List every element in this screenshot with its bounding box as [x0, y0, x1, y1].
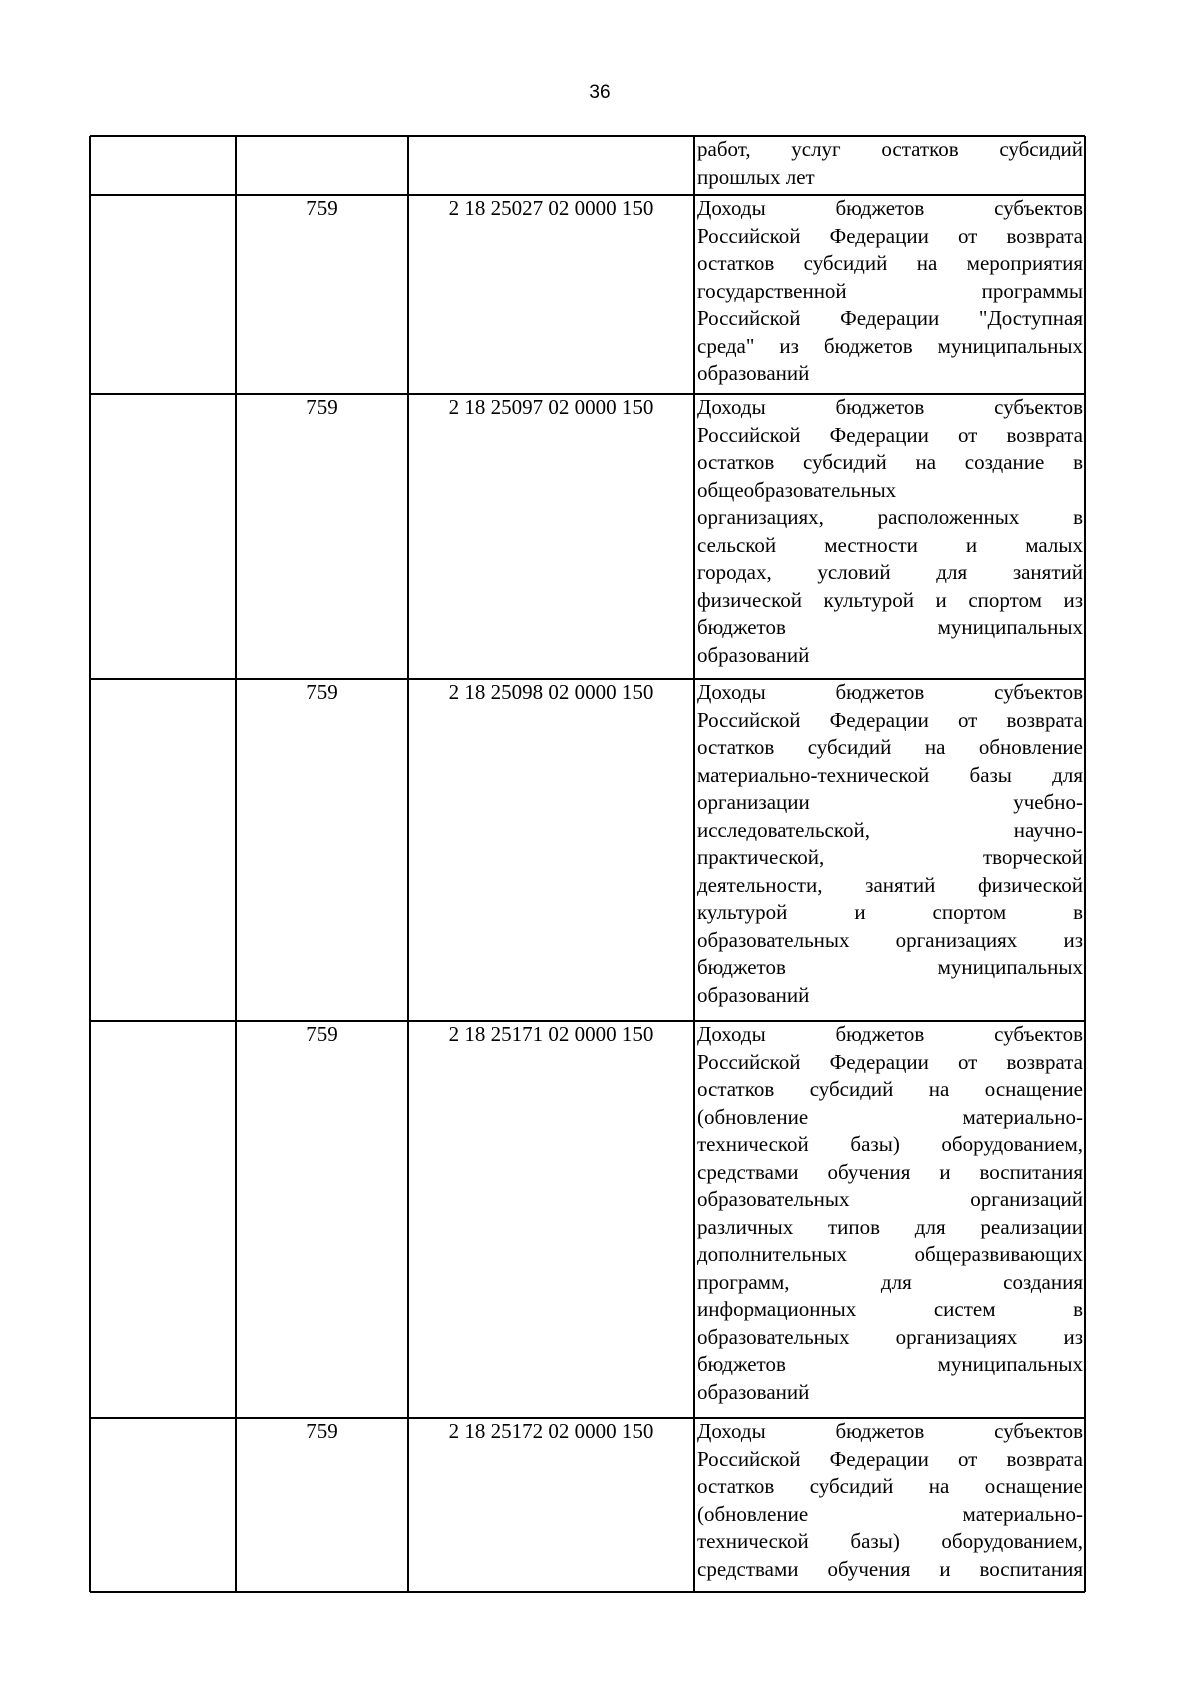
description-line: образовательных организаций: [697, 1187, 1083, 1211]
description-line: средствами обучения и воспитания: [697, 1556, 1083, 1581]
description-line: бюджетов муниципальных: [697, 955, 1083, 979]
description-line: Российской Федерации от возврата: [697, 707, 1083, 732]
description-line: остатков субсидий на создание в: [697, 450, 1083, 474]
kbk-code-cell: 2 18 25097 02 0000 150: [448, 395, 654, 419]
description-line: Доходы бюджетов субъектов: [697, 1022, 1083, 1046]
description-line: Российской Федерации от возврата: [697, 223, 1083, 248]
description-line: остатков субсидий на мероприятия: [697, 251, 1083, 275]
description-line: общеобразовательных: [697, 477, 897, 502]
description-line: программ, для создания: [697, 1269, 1083, 1294]
description-line: Доходы бюджетов субъектов: [697, 680, 1083, 704]
description-line: технической базы) оборудованием,: [697, 1132, 1083, 1156]
description-line: остатков субсидий на оснащение: [697, 1077, 1083, 1101]
description-line: дополнительных общеразвивающих: [697, 1242, 1083, 1266]
kbk-code-cell: 2 18 25098 02 0000 150: [448, 680, 654, 704]
description-line: Российской Федерации от возврата: [697, 1049, 1083, 1074]
description-line: бюджетов муниципальных: [697, 1352, 1083, 1376]
description-line: образовательных организациях из: [697, 1324, 1083, 1349]
description-line: деятельности, занятий физической: [697, 872, 1083, 897]
admin-code-cell: 759: [306, 395, 338, 419]
description-line: средствами обучения и воспитания: [697, 1159, 1083, 1184]
description-line: практической, творческой: [697, 845, 1083, 869]
description-line: работ, услуг остатков субсидий: [697, 137, 1083, 161]
description-cell: [697, 679, 1083, 1009]
description-line: образовательных организациях из: [697, 927, 1083, 952]
description-line: остатков субсидий на оснащение: [697, 1474, 1083, 1498]
description-line: культурой и спортом в: [697, 900, 1083, 924]
description-line: прошлых лет: [697, 164, 815, 189]
description-line: Российской Федерации от возврата: [697, 1446, 1083, 1471]
description-line: государственной программы: [697, 278, 1083, 303]
description-line: (обновление материально-: [697, 1501, 1083, 1526]
description-line: физической культурой и спортом из: [697, 587, 1083, 612]
description-line: образований: [697, 642, 810, 667]
description-line: технической базы) оборудованием,: [697, 1529, 1083, 1553]
description-line: информационных систем в: [697, 1297, 1083, 1321]
description-line: остатков субсидий на обновление: [697, 735, 1083, 759]
admin-code-cell: 759: [306, 196, 338, 220]
description-line: образований: [697, 361, 810, 385]
kbk-code-cell: 2 18 25171 02 0000 150: [448, 1022, 654, 1046]
page-number: 36: [589, 82, 611, 103]
description-line: образований: [697, 982, 810, 1007]
description-line: исследовательской, научно-: [697, 817, 1083, 842]
description-cell: [697, 1418, 1083, 1583]
description-line: Доходы бюджетов субъектов: [697, 196, 1083, 220]
description-line: Доходы бюджетов субъектов: [697, 1419, 1083, 1443]
description-cell: [697, 1021, 1083, 1406]
description-line: городах, условий для занятий: [697, 560, 1083, 584]
description-line: организации учебно-: [697, 790, 1083, 814]
admin-code-cell: 759: [306, 680, 338, 704]
description-cell: [697, 394, 1083, 669]
description-line: Российской Федерации от возврата: [697, 422, 1083, 447]
description-line: сельской местности и малых: [697, 532, 1083, 557]
description-cell: [697, 195, 1083, 388]
admin-code-cell: 759: [306, 1022, 338, 1046]
description-line: среда" из бюджетов муниципальных: [697, 333, 1083, 358]
description-line: Доходы бюджетов субъектов: [697, 395, 1083, 419]
description-line: бюджетов муниципальных: [697, 615, 1083, 639]
description-line: организациях, расположенных в: [697, 505, 1083, 529]
kbk-code-cell: 2 18 25172 02 0000 150: [448, 1419, 654, 1443]
description-line: образований: [697, 1379, 810, 1404]
kbk-code-cell: 2 18 25027 02 0000 150: [448, 196, 654, 220]
admin-code-cell: 759: [306, 1419, 338, 1443]
description-cell: [697, 136, 1083, 191]
description-line: (обновление материально-: [697, 1104, 1083, 1129]
description-line: материально-технической базы для: [697, 762, 1083, 787]
description-line: Российской Федерации "Доступная: [697, 306, 1083, 330]
description-line: различных типов для реализации: [697, 1214, 1083, 1239]
